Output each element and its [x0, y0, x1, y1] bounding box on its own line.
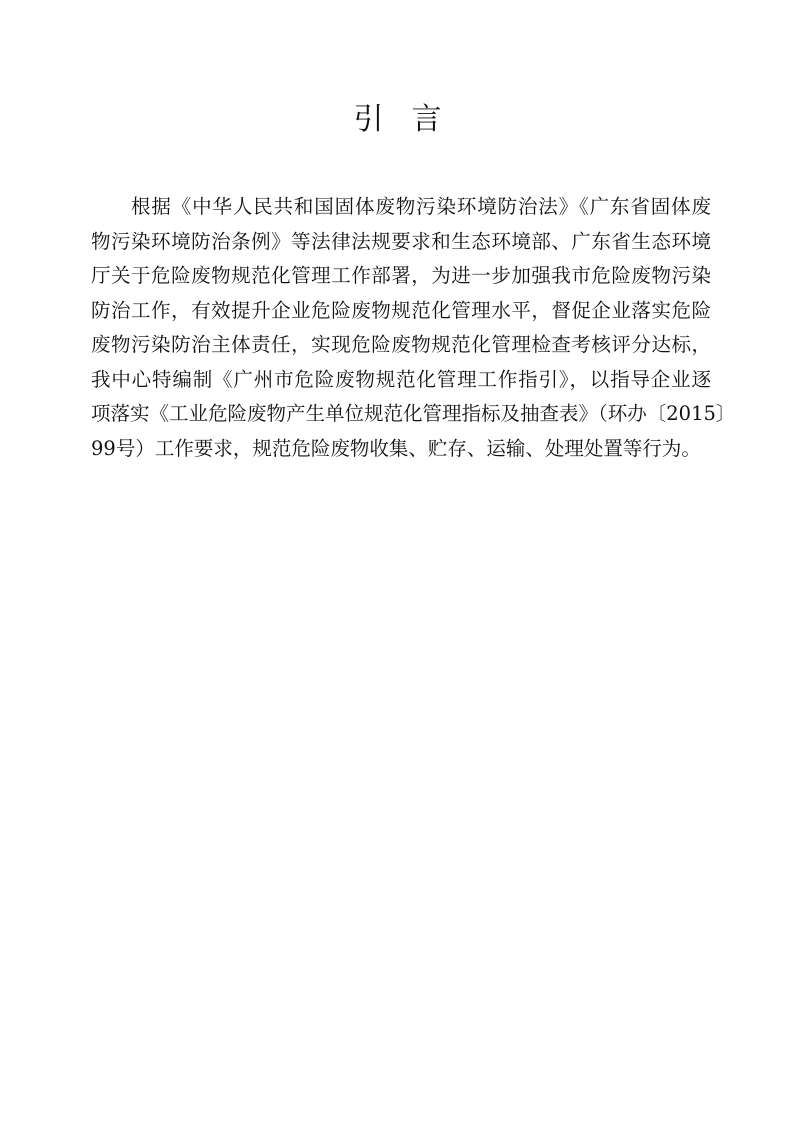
paragraph-line: 厅关于危险废物规范化管理工作部署，为进一步加强我市危险废物污染: [91, 264, 711, 287]
paragraph-line: 我中心特编制《广州市危险废物规范化管理工作指引》，以指导企业逐: [91, 367, 711, 391]
paragraph-line: 物污染环境防治条例》等法律法规要求和生态环境部、广东省生态环境: [91, 229, 711, 253]
paragraph-line: 项落实《工业危险废物产生单位规范化管理指标及抽查表》（环办〔2015〕: [91, 402, 736, 425]
paragraph-line: 根据《中华人民共和国固体废物污染环境防治法》《广东省固体废: [131, 195, 711, 218]
page-title: 引言: [353, 102, 470, 137]
paragraph-line: 废物污染防治主体责任，实现危险废物规范化管理检查考核评分达标，: [91, 333, 711, 356]
paragraph-line: 防治工作，有效提升企业危险废物规范化管理水平，督促企业落实危险: [91, 298, 711, 322]
intro-paragraph: [91, 190, 736, 466]
paragraph-line: 99号）工作要求，规范危险废物收集、贮存、运输、处理处置等行为。: [91, 436, 701, 460]
